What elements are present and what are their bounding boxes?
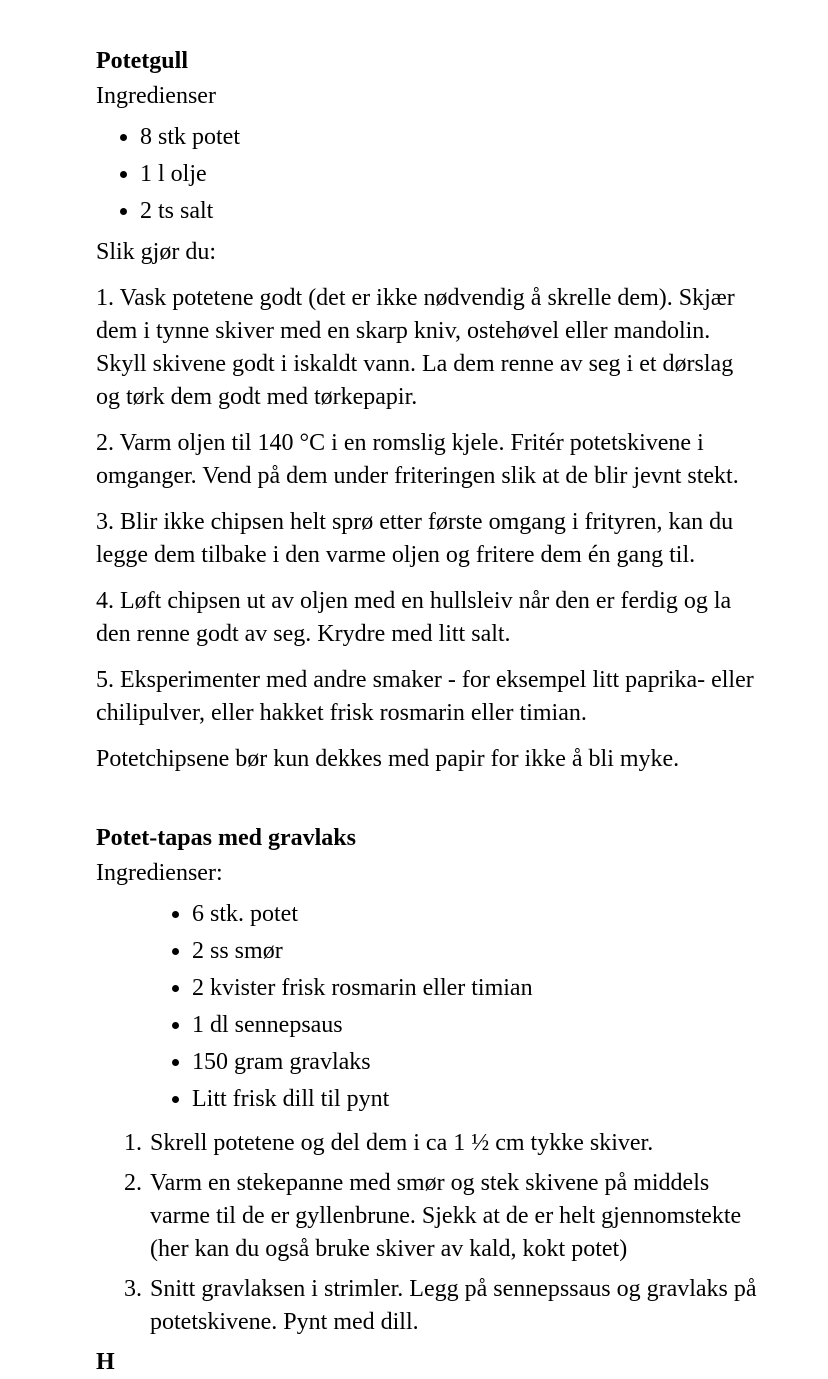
ingredient-item: • 2 ss smør	[192, 935, 758, 968]
clipped-next-heading-fragment: H	[96, 1349, 115, 1375]
instructions-label: Slik gjør du:	[96, 239, 217, 265]
recipe-note: Potetchipsene bør kun dekkes med papir for ikke å bli myke.	[96, 746, 680, 772]
step-paragraph: 1. Vask potetene godt (det er ikke nødvendig å skrelle dem). Skjær dem i tynne skiver med en skarp kniv, ostehøvel eller mandolin. Skyll skivene godt i iskaldt vann. La dem renne av seg i et dørslag og tørk dem godt med tørkepapir.	[96, 285, 735, 410]
ingredient-item: • 150 gram gravlaks	[192, 1046, 758, 1079]
step-paragraph: 5. Eksperimenter med andre smaker - for eksempel litt paprika- eller chilipulver, eller hakket frisk rosmarin eller timian.	[96, 667, 754, 726]
steps-paragraphs	[96, 282, 758, 730]
step-item: 3. Snitt gravlaksen i strimler. Legg på sennepssaus og gravlaks på potetskivene. Pynt med dill.	[148, 1273, 758, 1339]
step-paragraph: 3. Blir ikke chipsen helt sprø etter første omgang i frityren, kan du legge dem tilbake i den varme oljen og fritere dem én gang til.	[96, 509, 734, 568]
recipe-section-potetgull	[96, 45, 758, 776]
ingredient-item: • 1 dl sennepsaus	[192, 1009, 758, 1042]
recipe-section-potet-tapas	[96, 822, 758, 1339]
steps-list	[96, 1127, 758, 1339]
ingredient-item: • 6 stk. potet	[192, 898, 758, 931]
recipe-title-potetgull: Potetgull	[96, 48, 188, 74]
ingredients-list	[96, 898, 758, 1116]
step-paragraph: 2. Varm oljen til 140 °C i en romslig kjele. Fritér potetskivene i omganger. Vend på dem under friteringen slik at de blir jevnt stekt.	[96, 430, 739, 489]
ingredients-list	[96, 121, 758, 228]
ingredient-item: • 1 l olje	[140, 158, 758, 191]
ingredient-item: • 8 stk potet	[140, 121, 758, 154]
ingredient-item: • 2 kvister frisk rosmarin eller timian	[192, 972, 758, 1005]
step-item: 2. Varm en stekepanne med smør og stek skivene på middels varme til de er gyllenbrune. Sjekk at de er helt gjennomstekte (her kan du også bruke skiver av kald, kokt potet)	[148, 1167, 758, 1266]
recipe-title-potet-tapas: Potet-tapas med gravlaks	[96, 825, 356, 851]
step-item: 1. Skrell potetene og del dem i ca 1 ½ cm tykke skiver.	[148, 1127, 758, 1160]
step-paragraph: 4. Løft chipsen ut av oljen med en hullsleiv når den er ferdig og la den renne godt av seg. Krydre med litt salt.	[96, 588, 732, 647]
ingredients-label: Ingredienser	[96, 83, 216, 109]
ingredient-item: • Litt frisk dill til pynt	[192, 1083, 758, 1116]
ingredient-item: • 2 ts salt	[140, 195, 758, 228]
ingredients-label: Ingredienser:	[96, 860, 223, 886]
